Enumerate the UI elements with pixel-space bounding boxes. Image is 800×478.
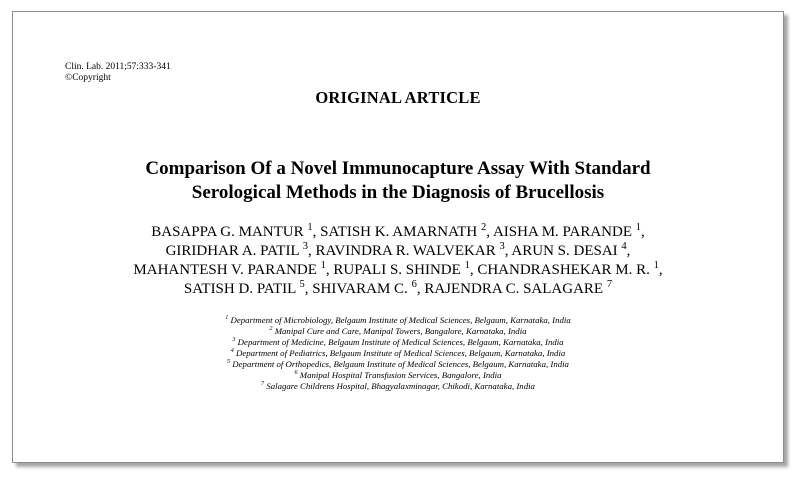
author-affiliation-number: 6 (411, 279, 417, 290)
affiliation-number: 3 (232, 337, 236, 344)
journal-info (65, 62, 171, 84)
affiliation-item (13, 315, 783, 326)
affiliation-item (13, 381, 783, 392)
affiliation-text: Salagare Childrens Hospital, Bhagyalaxminagar, Chikodi, Karnataka, India (264, 381, 535, 391)
author-affiliation-number: 2 (481, 222, 487, 233)
author-name: CHANDRASHEKAR M. R. (477, 262, 654, 278)
affiliation-text: Department of Microbiology, Belgaum Institute of Medical Sciences, Belgaum, Karnataka, India (228, 315, 571, 325)
affiliation-number: 2 (269, 326, 273, 333)
author-separator: , (658, 262, 663, 278)
author-separator: , (304, 281, 313, 297)
affiliation-number: 5 (227, 359, 231, 366)
affiliation-item (13, 348, 783, 359)
author-name: RUPALI S. SHINDE (333, 262, 465, 278)
affiliation-item (13, 359, 783, 370)
author-line (13, 242, 783, 261)
affiliation-item (13, 337, 783, 348)
affiliation-number: 4 (230, 348, 234, 355)
article-title-line: Serological Methods in the Diagnosis of Brucellosis (191, 182, 605, 203)
author-name: BASAPPA G. MANTUR (151, 224, 308, 240)
affiliation-item (13, 326, 783, 337)
author-line (13, 280, 783, 299)
author-affiliation-number: 4 (621, 241, 627, 252)
article-title (13, 157, 783, 205)
author-affiliation-number: 1 (653, 260, 659, 271)
author-separator: , (469, 262, 478, 278)
author-affiliation-number: 3 (499, 241, 505, 252)
author-affiliation-number: 1 (635, 222, 642, 233)
author-name: SATISH D. PATIL (183, 281, 300, 297)
document-page (12, 11, 784, 463)
author-list (13, 223, 783, 299)
author-name: ARUN S. DESAI (511, 243, 622, 259)
author-affiliation-number: 1 (320, 260, 326, 271)
author-name: AISHA M. PARANDE (492, 224, 636, 240)
author-affiliation-number: 5 (299, 279, 305, 290)
author-separator: , (308, 243, 316, 259)
article-type-heading: ORIGINAL ARTICLE (315, 88, 481, 107)
author-affiliation-number: 3 (302, 241, 309, 252)
author-separator: , (312, 224, 321, 240)
author-name: SATISH K. AMARNATH (320, 224, 482, 240)
journal-citation: Clin. Lab. 2011;57:333-341 (65, 62, 171, 72)
author-separator: , (641, 224, 645, 240)
affiliation-text: Manipal Hospital Transfusion Services, Bangalore, India (297, 370, 502, 380)
author-separator: , (486, 224, 493, 240)
author-name: RAJENDRA C. SALAGARE (424, 281, 607, 297)
affiliation-text: Department of Medicine, Belgaum Institute of Medical Sciences, Belgaum, Karnataka, India (235, 337, 564, 347)
affiliation-item (13, 370, 783, 381)
article-title-line: Comparison Of a Novel Immunocapture Assay With Standard (145, 158, 651, 179)
author-name: GIRIDHAR A. PATIL (165, 243, 303, 259)
author-line (13, 261, 783, 280)
author-name: RAVINDRA R. WALVEKAR (315, 243, 500, 259)
affiliation-text: Department of Orthopedics, Belgaum Institute of Medical Sciences, Belgaum, Karnataka, India (230, 359, 569, 369)
author-name: MAHANTESH V. PARANDE (133, 262, 321, 278)
affiliation-number: 1 (225, 315, 229, 322)
affiliation-number: 6 (294, 370, 298, 377)
author-line (13, 223, 783, 242)
author-name: SHIVARAM C. (312, 281, 412, 297)
author-separator: , (504, 243, 512, 259)
author-separator: , (626, 243, 631, 259)
author-separator: , (416, 281, 425, 297)
affiliation-text: Manipal Cure and Care, Manipal Towers, Bangalore, Karnataka, India (272, 326, 527, 336)
copyright-notice: ©Copyright (65, 73, 111, 83)
affiliation-list (13, 315, 783, 392)
author-affiliation-number: 1 (464, 260, 470, 271)
affiliation-number: 7 (261, 381, 265, 388)
author-affiliation-number: 7 (606, 279, 613, 290)
affiliation-text: Department of Pediatrics, Belgaum Institute of Medical Sciences, Belgaum, Karnataka, India (233, 348, 566, 358)
author-affiliation-number: 1 (307, 222, 313, 233)
author-separator: , (325, 262, 334, 278)
